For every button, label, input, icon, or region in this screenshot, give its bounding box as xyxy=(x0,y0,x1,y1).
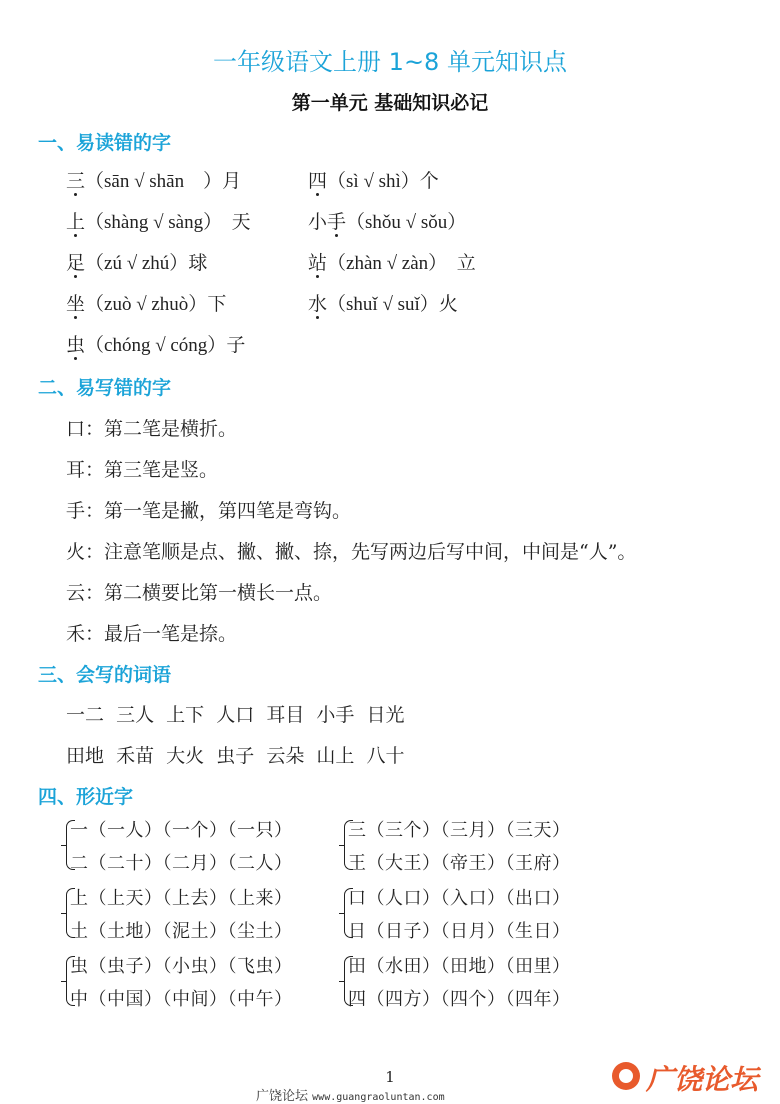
page-number: 1 xyxy=(385,1068,395,1086)
similar-char-row: 中（中国）（中间）（中午） xyxy=(70,989,293,1010)
section-heading-words: 三、会写的词语 xyxy=(38,664,172,686)
similar-char-row: 土（土地）（泥土）（尘土） xyxy=(70,921,293,942)
dotted-char: 四 xyxy=(308,166,327,193)
similar-char-row: 口（人口）（入口）（出口） xyxy=(348,888,571,909)
misread-item: 坐 （zuò √ zhuò）下 xyxy=(66,289,226,316)
footer-site xyxy=(256,1085,445,1104)
stroke-note: 手：第一笔是撇，第四笔是弯钩。 xyxy=(66,500,352,522)
dotted-char: 坐 xyxy=(66,289,85,316)
similar-char-row: 四（四方）（四个）（四年） xyxy=(348,989,571,1010)
stroke-note: 口：第二笔是横折。 xyxy=(66,418,238,440)
unit-subtitle: 第一单元 基础知识必记 xyxy=(291,92,489,114)
section-heading-miswritten: 二、易写错的字 xyxy=(38,377,172,399)
page-title: 一年级语文上册 1~8 单元知识点 xyxy=(213,48,567,76)
footer-url: www.guangraoluntan.com xyxy=(312,1092,445,1103)
misread-item: 水 （shuǐ √ suǐ）火 xyxy=(308,289,458,316)
similar-char-row: 二（二十）（二月）（二人） xyxy=(70,853,293,874)
misread-item: 足 （zú √ zhú）球 xyxy=(66,248,207,275)
misread-item: 三 （sān √ shān ）月 xyxy=(66,166,241,193)
similar-char-row: 田（水田）（田地）（田里） xyxy=(348,956,571,977)
misread-item: 虫 （chóng √ cóng）子 xyxy=(66,330,245,357)
misread-item: 上 （shàng √ sàng） 天 xyxy=(66,207,251,234)
dotted-char: 足 xyxy=(66,248,85,275)
word-row: 一二 三人 上下 人口 耳目 小手 日光 xyxy=(66,704,405,726)
dotted-char: 站 xyxy=(308,248,327,275)
similar-char-row: 王（大王）（帝王）（王府） xyxy=(348,853,571,874)
dotted-char: 手 xyxy=(327,207,346,234)
stroke-note: 耳：第三笔是竖。 xyxy=(66,459,219,481)
similar-char-row: 上（上天）（上去）（上来） xyxy=(70,888,293,909)
dotted-char: 虫 xyxy=(66,330,85,357)
similar-char-row: 一（一人）（一个）（一只） xyxy=(70,820,293,841)
site-logo xyxy=(612,1058,772,1096)
logo-icon xyxy=(612,1062,640,1090)
misread-item: 四 （sì √ shì）个 xyxy=(308,166,439,193)
similar-char-row: 虫（虫子）（小虫）（飞虫） xyxy=(70,956,293,977)
similar-char-row: 日（日子）（日月）（生日） xyxy=(348,921,571,942)
misread-item: 小手 （shǒu √ sǒu） xyxy=(308,207,466,234)
word-row: 田地 禾苗 大火 虫子 云朵 山上 八十 xyxy=(66,745,405,767)
dotted-char: 上 xyxy=(66,207,85,234)
footer-site-name: 广饶论坛 xyxy=(256,1089,309,1104)
dotted-char: 水 xyxy=(308,289,327,316)
stroke-note: 禾：最后一笔是捺。 xyxy=(66,623,238,645)
stroke-note: 火：注意笔顺是点、撇、撇、捺，先写两边后写中间，中间是“人”。 xyxy=(66,541,637,563)
misread-item: 站 （zhàn √ zàn） 立 xyxy=(308,248,476,275)
stroke-note: 云：第二横要比第一横长一点。 xyxy=(66,582,333,604)
section-heading-misread: 一、易读错的字 xyxy=(38,132,172,154)
similar-char-row: 三（三个）（三月）（三天） xyxy=(348,820,571,841)
dotted-char: 三 xyxy=(66,166,85,193)
logo-text: 广饶论坛 xyxy=(646,1063,759,1096)
section-heading-similar-chars: 四、形近字 xyxy=(38,786,134,808)
